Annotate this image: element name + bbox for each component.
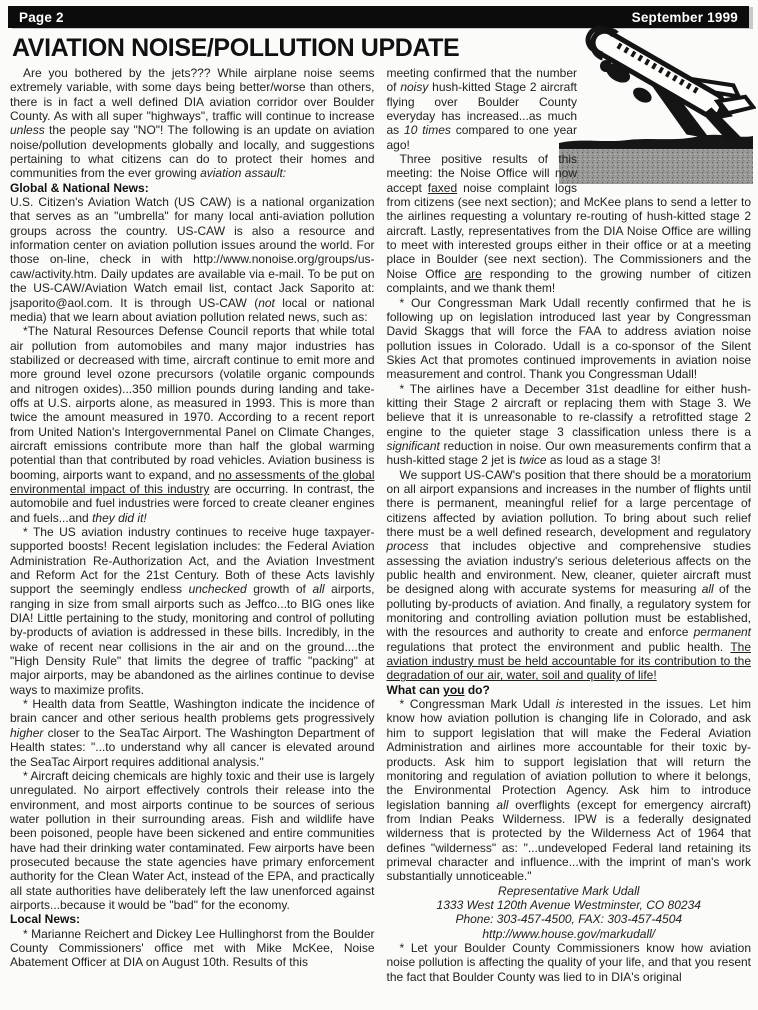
what-can-you-do-heading: What can you do?: [386, 682, 490, 697]
representative-url-line: http://www.house.gov/markudall/: [482, 926, 656, 941]
meeting-continued-paragraph: meeting confirmed that the number of noisy hush-kitted Stage 2 aircraft flying over Boulder County everyday has increased...as much as 10 times compared to one year ago!: [386, 66, 577, 152]
representative-name-line: Representative Mark Udall: [498, 883, 640, 898]
representative-phone-line: Phone: 303-457-4500, FAX: 303-457-4504: [455, 912, 683, 927]
seattle-health-paragraph: * Health data from Seattle, Washington indicate the incidence of brain cancer and other serious health problems gets progressively higher closer to the SeaTac Airport. The Washington Department of Health states: "...to understand why all cancer is elevated around the SeaTac Airport requires additional analysis.": [10, 697, 375, 769]
commissioners-paragraph: * Let your Boulder County Commissioners know how aviation noise pollution is affecting the quality of your life, and that you resent the fact that Boulder County was lied to in DIA's original: [386, 940, 751, 984]
two-column-body: [10, 66, 751, 984]
right-column: [387, 66, 752, 984]
page-title: AVIATION NOISE/POLLUTION UPDATE: [12, 34, 460, 62]
legislation-paragraph: * The US aviation industry continues to receive huge taxpayer-supported boosts! Recent legislation includes: the Federal Aviation Administration Re-Authorization Act, and the Aviation Investment and Reform Act for the 21st Century. Both of these Acts lavishly support the seemingly endless unchecked growth of all airports, ranging in size from small airports such as Jeffco...to BIG ones like DIA! Little pertaining to the study, monitoring and control of polluting by-products of aviation is addressed in these bills. Incredibly, in the wake of recent near collisions in the air and on the ground....the "High Density Rule" that limits the degree of traffic "packing" at major airports, may be abandoned as the airlines continue to devise ways to maximize profits.: [10, 525, 375, 697]
left-column: [10, 66, 375, 984]
page-number: Page 2: [19, 9, 64, 25]
page-header-bar: [8, 6, 749, 28]
deicing-paragraph: * Aircraft deicing chemicals are highly toxic and their use is largely unregulated. No airport effectively controls their release into the environment, and most airports continue to be sources of serious water pollution in their surrounding areas. Fish and wildlife have been poisoned, people have been sickened and entire communities have had their drinking water contaminated. Few airports have been prosecuted because the state agencies have primary enforcement authority for the Clean Water Act, instead of the EPA, and practically all state authorities have deliberately left the law unenforced against airports...because it would be "bad" for the economy.: [10, 768, 375, 912]
us-caw-paragraph: U.S. Citizen's Aviation Watch (US CAW) is a national organization that serves as an "umbrella" for many local anti-aviation pollution groups across the country. US-CAW is also a resource and information center on aviation pollution issues around the world. For those on-line, check in with http://www.nonoise.org/groups/us-caw/activity.htm. Daily updates are available via e-mail. To be put on the US-CAW/Aviation Watch email list, contact Jack Saporito at: jsaporito@aol.com. It is through US-CAW (not local or national media) that we learn about aviation pollution related news, such as:: [10, 195, 375, 324]
udall-legislation-paragraph: * Our Congressman Mark Udall recently confirmed that he is following up on legislation introduced last year by Congressman David Skaggs that will force the FAA to address aviation noise pollution issues in Colorado. Udall is a co-sponsor of the Silent Skies Act that promotes continued improvements in aviation noise measurement and control. Thank you Congressman Udall!: [386, 295, 751, 382]
udall-action-paragraph: * Congressman Mark Udall is interested in the issues. Let him know how aviation pollution is changing life in Colorado, and ask him to support legislation that will make the Federal Aviation Administration and airlines more accountable for their toxic by-products. Ask him to support legislation that will return the monitoring and regulation of aviation pollution to where it belongs, the Environmental Protection Agency. Ask him to introduce legislation banning all overflights (except for emergency aircraft) from Indian Peaks Wilderness. IPW is a federally designated wilderness that is protected by the Wilderness Act of 1964 that defines "wilderness" as: "...undeveloped Federal land retaining its primeval character and influence...with the imprint of man's work substantially unnoticeable.": [386, 697, 752, 884]
stage2-deadline-paragraph: * The airlines have a December 31st deadline for either hush-kitting their Stage 2 aircraft or replacing them with Stage 3. We believe that it is unreasonable to re-classify a retrofitted stage 2 engine to the quieter stage 3 classification unless there is a significant reduction in noise. Our own measurements confirm that a hush-kitted stage 2 jet is twice as loud as a stage 3!: [386, 381, 751, 468]
local-news-heading: Local News:: [10, 912, 81, 927]
airplane-graphic-wrap-spacer: [577, 66, 751, 194]
global-national-news-heading: Global & National News:: [10, 180, 149, 195]
moratorium-paragraph: We support US-CAW's position that there should be a moratorium on all airport expansions and increases in the number of flights until there is permanent, meaningful relief for a large percentage of citizens affected by aviation pollution. To bring about such relief there must be a well defined research, development and regulatory process that includes objective and comprehensive studies assessing the aviation industry's serious deleterious affects on the public health and environment. New, cleaner, quieter aircraft must be designed along with accurate systems for measuring all of the polluting by-products of aviation. And finally, a regulatory system for monitoring and controlling aviation pollution must be established, with the resources and authority to create and enforce permanent regulations that protect the environment and public health. The aviation industry must be held accountable for its contribution to the degradation of our air, water, soil and quality of life!: [386, 467, 752, 683]
nrdc-paragraph: *The Natural Resources Defense Council reports that while total air pollution from automobiles and many major industries has stabilized or decreased with time, aircraft continue to emit more and more ground level ozone precursors (volatile organic compounds and nitrogen oxides)...350 million pounds during landing and take-offs at U.S. airports alone, as measured in 1993. This is more than twice the amount measured in 1970. According to a recent report from United Nation's Intergovernmental Panel on Climate Changes, aircraft emissions contribute more than half the global warming potential than that contributed by road vehicles. Aviation business is booming, airports want to expand, and no assessments of the global environmental impact of this industry are occurring. In contrast, the automobile and fuel industries were forced to create cleaner engines and fuels...and they did it!: [10, 324, 375, 525]
three-results-paragraph: Three positive results of this meeting: the Noise Office will now accept faxed noise complaint logs from citizens (see next section); and McKee plans to send a letter to the airlines requesting a voluntary re-routing of hush-kitted stage 2 aircraft. Lastly, representatives from the DIA Noise Office are willing to meet with interested groups either in their office or at a meeting place in Boulder (see next section). The Commissioners and the Noise Office are responding to the growing number of citizen complaints, and we thank them!: [386, 152, 751, 296]
dia-meeting-paragraph: * Marianne Reichert and Dickey Lee Hullinghorst from the Boulder County Commissioners' office met with Mike McKee, Noise Abatement Officer at DIA on August 10th. Results of this: [10, 926, 375, 970]
representative-address-line: 1333 West 120th Avenue Westminster, CO 80234: [436, 897, 701, 912]
issue-date: September 1999: [631, 9, 738, 25]
intro-paragraph: Are you bothered by the jets??? While airplane noise seems extremely variable, with some days being better/worse than others, there is in fact a well defined DIA aviation corridor over Boulder County. As with all super "highways", traffic will continue to increase unless the people say "NO"! The following is an update on aviation noise/pollution developments globally and locally, and suggestions pertaining to what citizens can do to protect their homes and communities from the ever growing aviation assault:: [10, 66, 375, 181]
